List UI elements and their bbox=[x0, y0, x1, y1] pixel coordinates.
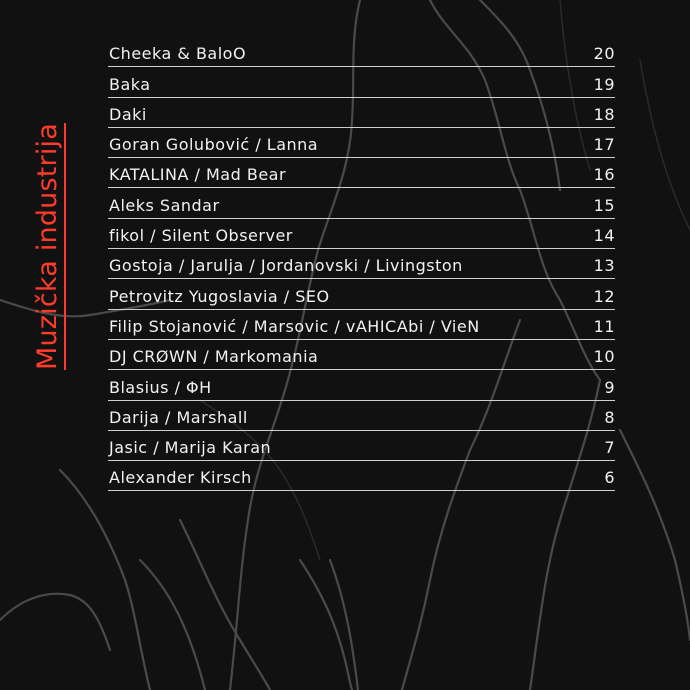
entry-number: 16 bbox=[593, 165, 615, 185]
entry-number: 12 bbox=[593, 286, 615, 306]
artist-names: Jasic / Marija Karan bbox=[109, 438, 272, 458]
list-item bbox=[108, 461, 615, 491]
list-item bbox=[108, 279, 615, 309]
artist-names: fikol / Silent Observer bbox=[109, 226, 293, 246]
artist-names: Gostoja / Jarulja / Jordanovski / Livingston bbox=[109, 256, 463, 276]
artist-names: Darija / Marshall bbox=[109, 407, 248, 427]
artist-names: Petrovitz Yugoslavia / SEO bbox=[109, 286, 330, 306]
entry-number: 6 bbox=[604, 468, 615, 488]
artist-names: Blasius / ΦH bbox=[109, 377, 212, 397]
entry-number: 11 bbox=[593, 316, 615, 336]
list-item bbox=[108, 370, 615, 400]
entry-number: 20 bbox=[593, 44, 615, 64]
list-item bbox=[108, 67, 615, 97]
list-item bbox=[108, 310, 615, 340]
entry-number: 14 bbox=[593, 226, 615, 246]
entry-number: 7 bbox=[604, 438, 615, 458]
entry-number: 18 bbox=[593, 104, 615, 124]
artist-names: DJ CRØWN / Markomania bbox=[109, 347, 319, 367]
entry-number: 15 bbox=[593, 195, 615, 215]
artist-names: Baka bbox=[109, 74, 151, 94]
artist-names: Cheeka & BaloO bbox=[109, 44, 247, 64]
list-item bbox=[108, 219, 615, 249]
entry-number: 17 bbox=[593, 135, 615, 155]
list-item bbox=[108, 401, 615, 431]
entry-number: 10 bbox=[593, 347, 615, 367]
artist-names: Goran Golubović / Lanna bbox=[109, 135, 319, 155]
artist-names: Alexander Kirsch bbox=[109, 468, 252, 488]
entry-number: 8 bbox=[604, 407, 615, 427]
artist-list bbox=[108, 37, 615, 491]
list-item bbox=[108, 249, 615, 279]
entry-number: 13 bbox=[593, 256, 615, 276]
artist-names: Filip Stojanović / Marsovic / vAHICAbi / VieN bbox=[109, 316, 480, 336]
artist-names: Aleks Sandar bbox=[109, 195, 220, 215]
list-item bbox=[108, 340, 615, 370]
list-item bbox=[108, 158, 615, 188]
entry-number: 19 bbox=[593, 74, 615, 94]
list-item bbox=[108, 431, 615, 461]
entry-number: 9 bbox=[604, 377, 615, 397]
list-item bbox=[108, 128, 615, 158]
list-item bbox=[108, 188, 615, 218]
list-item bbox=[108, 98, 615, 128]
page-title: Muzička industrija bbox=[32, 123, 66, 370]
artist-names: KATALINA / Mad Bear bbox=[109, 165, 287, 185]
list-item bbox=[108, 37, 615, 67]
artist-names: Daki bbox=[109, 104, 147, 124]
